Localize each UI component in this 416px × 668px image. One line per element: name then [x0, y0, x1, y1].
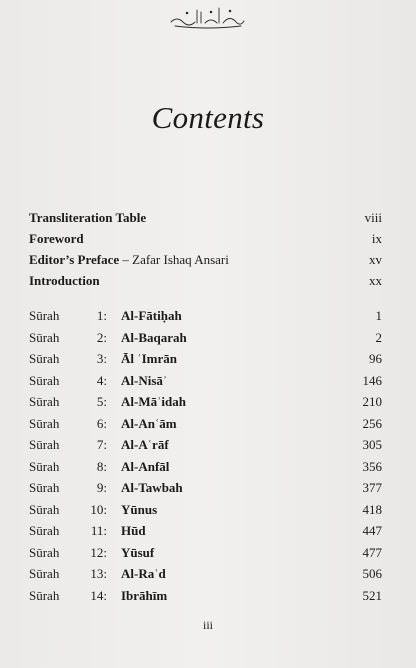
- surah-name: Āl ʿImrān: [121, 351, 177, 366]
- surah-name: Al-Tawbah: [121, 480, 183, 495]
- surah-word: Sūrah: [29, 566, 60, 581]
- entry-title: [29, 228, 84, 249]
- surah-word: Sūrah: [29, 329, 60, 345]
- surah-entry: [29, 499, 382, 521]
- entry-label: Editor’s Preface: [29, 252, 120, 267]
- front-matter-list: [29, 207, 382, 291]
- surah-word: Sūrah: [29, 523, 60, 538]
- surah-page: 256: [362, 415, 382, 431]
- surah-entry: [29, 391, 382, 413]
- surah-name: Al-Nisāʾ: [121, 372, 168, 388]
- surah-page: 1: [375, 308, 382, 323]
- surah-page: 356: [362, 458, 382, 474]
- front-matter-entry: [29, 207, 382, 228]
- surah-number: 10:: [90, 501, 107, 517]
- front-matter-entry: [29, 228, 382, 249]
- surah-number: 12:: [90, 544, 107, 560]
- surah-number: 3:: [96, 351, 107, 366]
- surah-entry: [29, 456, 382, 478]
- surah-entry: [29, 348, 382, 370]
- surah-entry: [29, 542, 382, 564]
- surah-page: 146: [362, 372, 382, 388]
- surah-page: 2: [375, 329, 382, 345]
- surah-entry: [29, 327, 382, 349]
- surah-page: 377: [362, 480, 382, 495]
- surah-entry: [29, 413, 382, 435]
- surah-page: 305: [362, 437, 382, 452]
- surah-name: Yūsuf: [121, 544, 155, 560]
- surah-word: Sūrah: [29, 372, 60, 388]
- surah-word: Sūrah: [29, 544, 60, 560]
- surah-name: Hūd: [121, 523, 146, 538]
- entry-label: Transliteration Table: [29, 210, 147, 225]
- surah-name: Al-Māʾidah: [121, 394, 186, 409]
- entry-subtitle: – Zafar Ishaq Ansari: [119, 252, 229, 267]
- surah-contents-list: [29, 305, 382, 606]
- surah-entry: [29, 477, 382, 499]
- surah-name: Al-Raʿd: [121, 566, 166, 581]
- entry-title: [29, 207, 146, 228]
- entry-title: [29, 270, 100, 291]
- surah-number: 5:: [96, 394, 107, 409]
- entry-page: xx: [369, 273, 382, 288]
- surah-number: 7:: [96, 437, 107, 452]
- surah-word: Sūrah: [29, 587, 60, 603]
- entry-page: ix: [371, 231, 382, 246]
- surah-number: 4:: [96, 372, 107, 388]
- surah-word: Sūrah: [29, 394, 60, 409]
- page-title: Contents: [151, 100, 265, 135]
- surah-page: 418: [362, 501, 382, 517]
- surah-word: Sūrah: [29, 308, 60, 323]
- surah-number: 6:: [96, 415, 107, 431]
- surah-word: Sūrah: [29, 501, 60, 517]
- entry-label: Foreword: [29, 231, 84, 246]
- surah-word: Sūrah: [29, 480, 60, 495]
- surah-number: 11:: [90, 523, 107, 538]
- surah-name: Al-Fātiḥah: [121, 308, 182, 323]
- surah-entry: [29, 370, 382, 392]
- surah-entry: [29, 520, 382, 542]
- surah-number: 9:: [96, 480, 107, 495]
- surah-number: 13:: [90, 566, 107, 581]
- surah-number: 1:: [96, 308, 107, 323]
- page-number: iii: [202, 618, 213, 632]
- front-matter-entry: [29, 270, 382, 291]
- surah-name: Al-Aʿrāf: [121, 437, 169, 452]
- surah-page: 506: [362, 566, 382, 581]
- surah-page: 96: [369, 351, 382, 366]
- surah-page: 521: [362, 587, 382, 603]
- surah-name: Al-Baqarah: [121, 329, 187, 345]
- basmala-calligraphy-icon: [167, 2, 247, 30]
- surah-page: 447: [362, 523, 382, 538]
- surah-word: Sūrah: [29, 437, 60, 452]
- entry-label: Introduction: [29, 273, 100, 288]
- surah-name: Al-Anfāl: [121, 458, 170, 474]
- surah-word: Sūrah: [29, 351, 60, 366]
- surah-name: Al-Anʿām: [121, 415, 177, 431]
- entry-page: viii: [364, 210, 382, 225]
- surah-name: Yūnus: [121, 501, 158, 517]
- entry-page: xv: [369, 252, 382, 267]
- surah-name: Ibrāhīm: [121, 587, 168, 603]
- surah-entry: [29, 563, 382, 585]
- surah-word: Sūrah: [29, 458, 60, 474]
- surah-entry: [29, 434, 382, 456]
- surah-number: 2:: [96, 329, 107, 345]
- surah-word: Sūrah: [29, 415, 60, 431]
- surah-number: 8:: [96, 458, 107, 474]
- surah-entry: [29, 305, 382, 327]
- surah-number: 14:: [90, 587, 107, 603]
- surah-entry: [29, 585, 382, 607]
- entry-title: [29, 249, 229, 270]
- surah-page: 210: [362, 394, 382, 409]
- front-matter-entry: [29, 249, 382, 270]
- surah-page: 477: [362, 544, 382, 560]
